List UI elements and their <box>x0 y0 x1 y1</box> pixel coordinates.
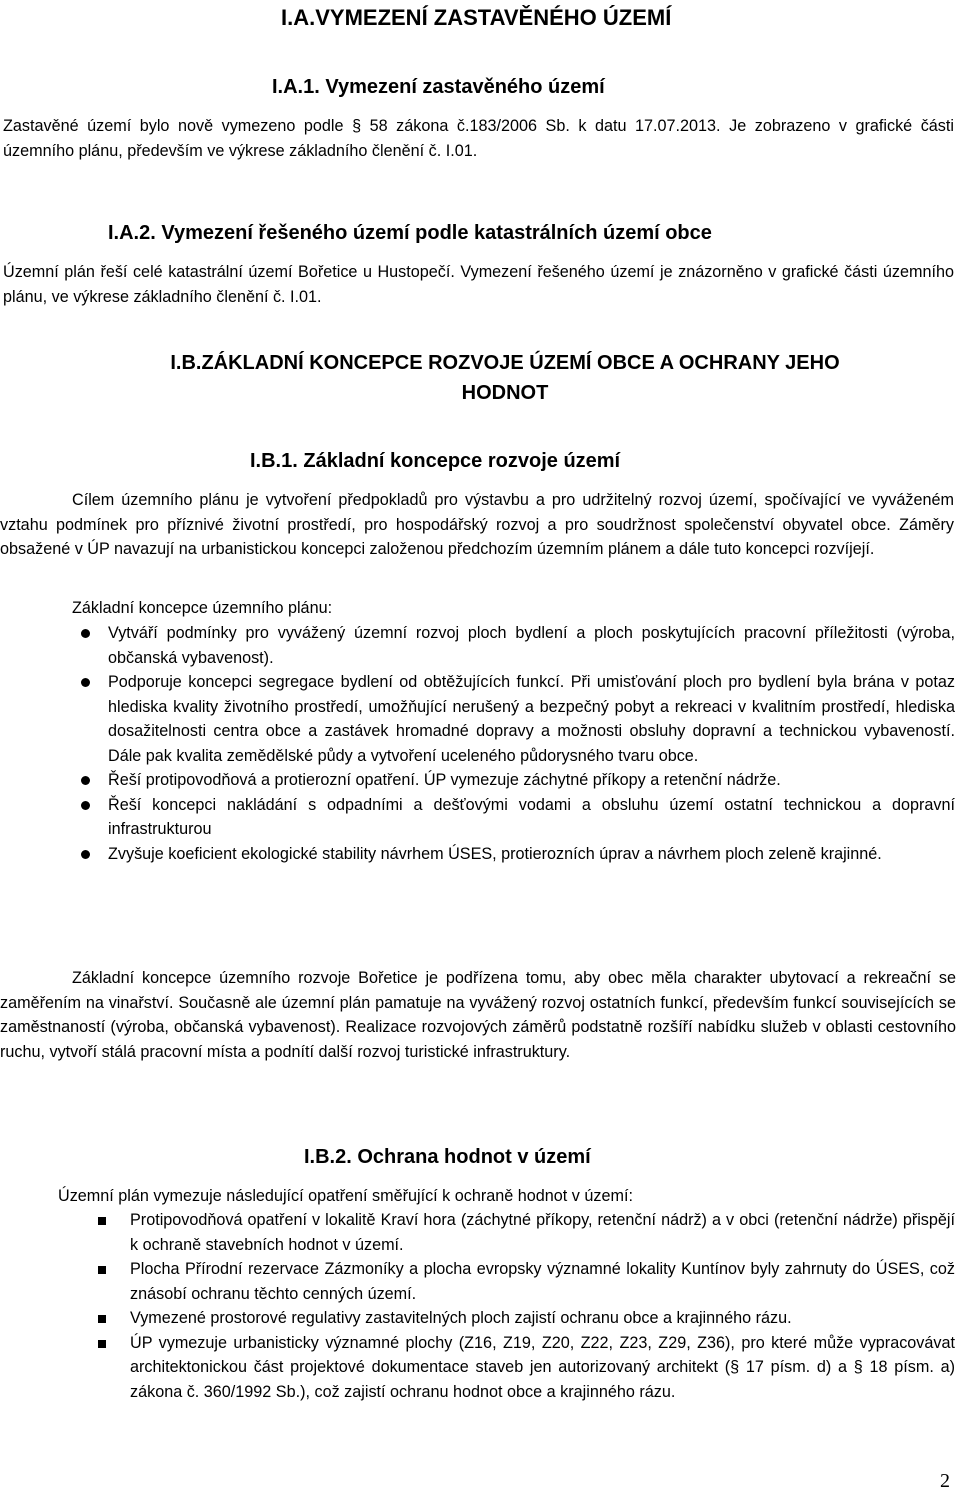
heading-ib2: I.B.2. Ochrana hodnot v území <box>304 1146 591 1168</box>
page-number: 2 <box>940 1470 950 1492</box>
bullet-dot-icon <box>81 776 90 785</box>
heading-ia: I.A.VYMEZENÍ ZASTAVĚNÉHO ÚZEMÍ <box>281 5 672 30</box>
heading-ib1: I.B.1. Základní koncepce rozvoje území <box>250 450 621 472</box>
bullet-square-icon <box>98 1266 106 1274</box>
paragraph-ib1: Cílem územního plánu je vytvoření předpokladů pro výstavbu a pro udržitelný rozvoj území, spočívající ve vyváženém vztahu podmínek pro příznivé životní prostředí, pro hospodářský rozvoj a pro soudržnost společenství obyvatel obce. Záměry obsažené v ÚP navazují na urbanistickou koncepci založenou předchozím územním plánem a dále tuto koncepci rozvíjejí. <box>0 491 954 558</box>
bullet-dot-icon <box>81 678 90 687</box>
list-item: Zvyšuje koeficient ekologické stability návrhem ÚSES, protierozních úprav a návrhem ploch zeleně krajinné. <box>0 842 958 867</box>
list-ib2 <box>0 1208 958 1404</box>
list-item: Řeší protipovodňová a protierozní opatření. ÚP vymezuje záchytné příkopy a retenční nádrže. <box>0 768 958 793</box>
heading-ib-line2: HODNOT <box>461 382 549 404</box>
list-intro-ib2: Územní plán vymezuje následující opatření směřující k ochraně hodnot v území: <box>58 1187 633 1205</box>
list-item: ÚP vymezuje urbanisticky významné plochy (Z16, Z19, Z20, Z22, Z23, Z29, Z36), pro které může vypracovávat architektonickou část projektové dokumentace staveb jen autorizovaný architekt (§ 17 písm. d) a § 18 písm. a) zákona č. 360/1992 Sb.), což zajistí ochranu hodnot obce a krajinného rázu. <box>0 1331 958 1405</box>
list-item: Vytváří podmínky pro vyvážený územní rozvoj ploch bydlení a ploch poskytujících pracovní příležitosti (výroba, občanská vybavenost). <box>0 621 958 670</box>
list-item: Vymezené prostorové regulativy zastavitelných ploch zajistí ochranu obce a krajinného rázu. <box>0 1306 958 1331</box>
list-item: Protipovodňová opatření v lokalitě Kraví hora (záchytné příkopy, retenční nádrž) a v obci (retenční nádrže) přispějí k ochraně stavebních hodnot v území. <box>0 1208 958 1257</box>
heading-ia1: I.A.1. Vymezení zastavěného území <box>272 76 605 98</box>
paragraph-ia2: Územní plán řeší celé katastrální území Bořetice u Hustopečí. Vymezení řešeného území je znázorněno v grafické části územního plánu, ve výkrese základního členění č. I.01. <box>3 263 954 306</box>
list-item: Řeší koncepci nakládání s odpadními a dešťovými vodami a obsluhu území ostatní technickou a dopravní infrastrukturou <box>0 793 958 842</box>
heading-ia2: I.A.2. Vymezení řešeného území podle katastrálních území obce <box>108 222 712 244</box>
heading-ib-line1: I.B.ZÁKLADNÍ KONCEPCE ROZVOJE ÚZEMÍ OBCE A OCHRANY JEHO <box>170 352 840 374</box>
list-item: Plocha Přírodní rezervace Zázmoníky a plocha evropsky významné lokality Kuntínov byly zahrnuty do ÚSES, což znásobí ochranu těchto cenných území. <box>0 1257 958 1306</box>
paragraph-ib1-summary: Základní koncepce územního rozvoje Bořetice je podřízena tomu, aby obec měla charakter ubytovací a rekreační se zaměřením na vinařství. Současně ale územní plán pamatuje na vyvážený rozvoj ostatních funkcí, především funkcí souvisejících se zaměstnaností (výroba, občanská vybavenost). Realizace rozvojových záměrů podstatně rozšíří nabídku služeb v oblasti cestovního ruchu, vytvoří stálá pracovní místa a podnítí další rozvoj turistické infrastruktury. <box>0 969 956 1061</box>
heading-ib <box>90 350 920 406</box>
list-item: Podporuje koncepci segregace bydlení od obtěžujících funkcí. Při umisťování ploch pro bydlení byla brána v potaz hlediska kvality životního prostředí, umožňující nerušený a bezpečný pobyt a rekreaci v kvalitním prostředí, hlediska dosažitelnosti centra obce a zastávek hromadné dopravy a možnosti obsluhy dopravní a technickou vybaveností. Dále pak kvalita zemědělské půdy a vytvoření uceleného půdorysného tvaru obce. <box>0 670 958 768</box>
bullet-dot-icon <box>81 629 90 638</box>
bullet-square-icon <box>98 1217 106 1225</box>
bullet-dot-icon <box>81 801 90 810</box>
bullet-dot-icon <box>81 850 90 859</box>
list-ib1 <box>0 621 958 866</box>
paragraph-ia1: Zastavěné území bylo nově vymezeno podle § 58 zákona č.183/2006 Sb. k datu 17.07.2013. Je zobrazeno v grafické části územního plánu, především ve výkrese základního členění č. I.01. <box>3 117 954 160</box>
bullet-square-icon <box>98 1315 106 1323</box>
list-intro-ib1: Základní koncepce územního plánu: <box>72 599 333 617</box>
bullet-square-icon <box>98 1340 106 1348</box>
